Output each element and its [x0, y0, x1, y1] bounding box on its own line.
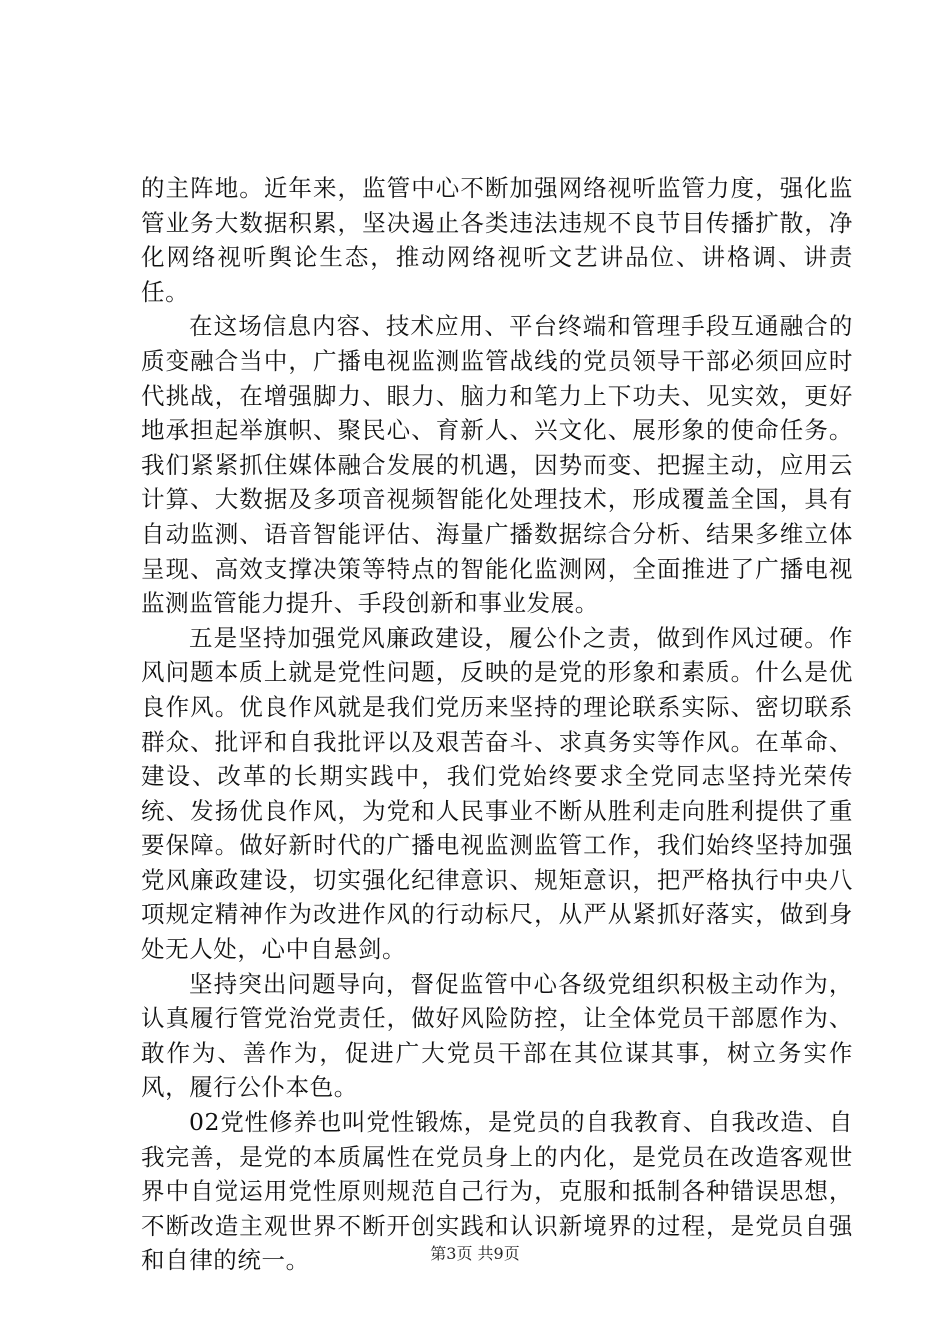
paragraph-media-fusion: 在这场信息内容、技术应用、平台终端和管理手段互通融合的质变融合当中，广播电视监测监管战线的党员领导干部必须回应时代挑战，在增强脚力、眼力、脑力和笔力上下功夫、见实效，更好地承担起举旗帜、聚民心、育新人、兴文化、展形象的使命任务。我们紧紧抓住媒体融合发展的机遇，因势而变、把握主动，应用云计算、大数据及多项音视频智能化处理技术，形成覆盖全国，具有自动监测、语音智能评估、海量广播数据综合分析、结果多维立体呈现、高效支撑决策等特点的智能化监测网，全面推进了广播电视监测监管能力提升、手段创新和事业发展。 [141, 312, 853, 618]
paragraph-party-cultivation: 02党性修养也叫党性锻炼，是党员的自我教育、自我改造、自我完善，是党的本质属性在党员身上的内化，是党员在改造客观世界中自觉运用党性原则规范自己行为，克服和抵制各种错误思想，不断改造主观世界不断开创实践和认识新境界的过程，是党员自强和自律的统一。 [141, 1108, 853, 1275]
paragraph-party-conduct: 五是坚持加强党风廉政建设，履公仆之责，做到作风过硬。作风问题本质上就是党性问题，反映的是党的形象和素质。什么是优良作风。优良作风就是我们党历来坚持的理论联系实际、密切联系群众、批评和自我批评以及艰苦奋斗、求真务实等作风。在革命、建设、改革的长期实践中，我们党始终要求全党同志坚持光荣传统、发扬优良作风，为党和人民事业不断从胜利走向胜利提供了重要保障。做好新时代的广播电视监测监管工作，我们始终坚持加强党风廉政建设，切实强化纪律意识、规矩意识，把严格执行中央八项规定精神作为改进作风的行动标尺，从严从紧抓好落实，做到身处无人处，心中自悬剑。 [141, 623, 853, 964]
document-body [141, 171, 853, 1278]
page-number-footer: 第3页 共9页 [430, 1244, 520, 1263]
paragraph-continuation: 的主阵地。近年来，监管中心不断加强网络视听监管力度，强化监管业务大数据积累，坚决遏止各类违法违规不良节目传播扩散，净化网络视听舆论生态，推动网络视听文艺讲品位、讲格调、讲责任。 [141, 174, 853, 306]
paragraph-problem-orientation: 坚持突出问题导向，督促监管中心各级党组织积极主动作为，认真履行管党治党责任，做好风险防控，让全体党员干部愿作为、敢作为、善作为，促进广大党员干部在其位谋其事，树立务实作风，履行公仆本色。 [141, 969, 853, 1102]
